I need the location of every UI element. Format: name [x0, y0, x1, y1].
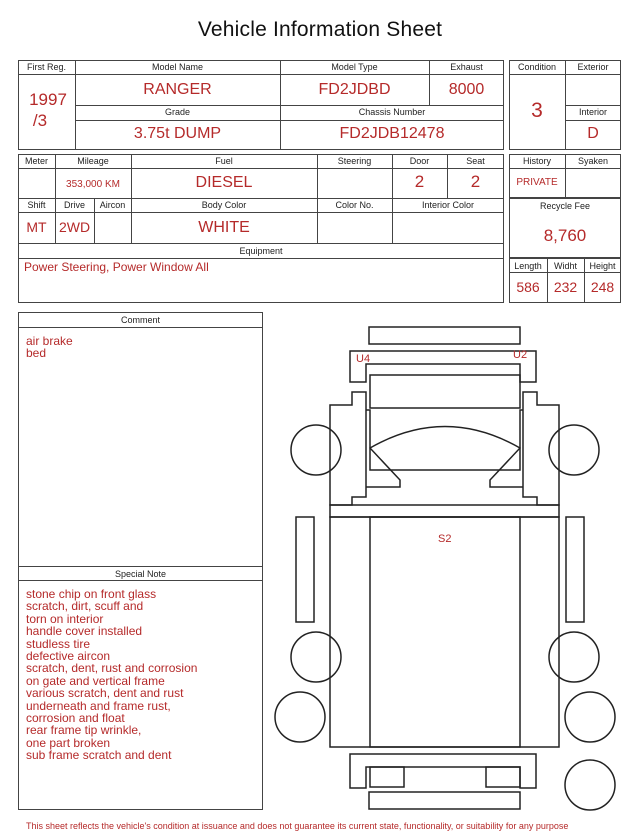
door-label: Door	[409, 156, 430, 166]
vehicle-condition-diagram	[268, 318, 640, 818]
cab-left-pillar	[366, 410, 400, 487]
cab-right-pillar	[490, 410, 523, 487]
interior-value: D	[587, 125, 599, 142]
rear-right-wheel-outer	[565, 692, 615, 742]
front-left-wheel	[291, 425, 341, 475]
exhaust-value: 8000	[448, 81, 485, 98]
special-note-line: torn on interior	[26, 611, 104, 626]
recycle-fee-value: 8,760	[543, 226, 587, 245]
mileage-value: 353,000 KM	[66, 179, 120, 190]
first-reg-year: 1997	[29, 90, 67, 109]
comment-line: bed	[26, 346, 47, 361]
left-side-box	[296, 517, 314, 622]
length-label: Length	[514, 261, 542, 271]
comment-line: air brake	[26, 334, 73, 348]
cab-right-side	[523, 392, 559, 505]
history-label: History	[522, 156, 551, 166]
chassis-label: Chassis Number	[358, 107, 426, 117]
meter-label: Meter	[24, 156, 48, 166]
door-value: 2	[414, 172, 425, 191]
shift-value: MT	[26, 219, 47, 235]
recycle-fee-label: Recycle Fee	[539, 201, 591, 211]
cab-left-side	[330, 392, 366, 505]
special-note-line: corrosion and float	[26, 711, 125, 726]
shift-label: Shift	[27, 200, 46, 210]
width-value: 232	[553, 279, 578, 295]
disclaimer-footer: This sheet reflects the vehicle's condition at issuance and does not guarantee its current state, functionality, or suitability for any purpose	[26, 821, 569, 831]
seat-label: Seat	[466, 156, 485, 166]
syaken-label: Syaken	[577, 156, 609, 166]
height-label: Height	[589, 261, 616, 271]
exhaust-label: Exhaust	[450, 62, 483, 72]
seat-value: 2	[470, 172, 481, 191]
special-note-line: scratch, dent, rust and corrosion	[26, 661, 198, 676]
condition-label: Condition	[517, 62, 557, 72]
steering-label: Steering	[337, 156, 372, 166]
rear-right-wheel-inner	[549, 632, 599, 682]
special-note-line: underneath and frame rust,	[26, 698, 171, 713]
special-note-label: Special Note	[114, 569, 167, 579]
model-type-value: FD2JDBD	[318, 81, 391, 98]
drive-value: 2WD	[58, 219, 91, 235]
rear-left-wheel-inner	[291, 632, 341, 682]
history-value: PRIVATE	[516, 177, 558, 188]
fuel-label: Fuel	[215, 156, 233, 166]
grade-label: Grade	[164, 107, 190, 117]
exterior-label: Exterior	[577, 62, 609, 72]
body-color-value: WHITE	[198, 219, 250, 236]
aircon-label: Aircon	[99, 200, 126, 210]
special-note-line: stone chip on front glass	[26, 587, 157, 601]
damage-mark-s2: S2	[438, 533, 452, 545]
model-name-value: RANGER	[143, 81, 212, 98]
length-value: 586	[516, 279, 540, 295]
chassis-value: FD2JDB12478	[339, 125, 445, 142]
page-title: Vehicle Information Sheet	[197, 18, 443, 41]
cab-roof	[330, 505, 559, 517]
special-note-line: handle cover installed	[26, 624, 143, 639]
rear-left-lamp	[370, 767, 404, 787]
front-bumper	[369, 327, 520, 344]
interior-label: Interior	[578, 107, 607, 117]
equipment-label: Equipment	[239, 246, 283, 256]
model-name-label: Model Name	[151, 62, 204, 72]
damage-mark-u4: U4	[356, 353, 371, 365]
special-note-line: sub frame scratch and dent	[26, 748, 172, 763]
comment-label: Comment	[120, 315, 160, 325]
special-note-line: various scratch, dent and rust	[26, 686, 184, 701]
rear-bumper	[369, 792, 520, 809]
special-note-line: defective aircon	[26, 649, 111, 664]
damage-mark-u2: U2	[513, 349, 528, 361]
first-reg-month: /3	[32, 111, 48, 130]
windshield	[370, 427, 520, 471]
comment-list	[26, 335, 73, 360]
special-note-line: one part broken	[26, 735, 111, 750]
interior-color-label: Interior Color	[421, 200, 475, 210]
fuel-value: DIESEL	[195, 174, 253, 191]
hood	[370, 375, 520, 408]
cargo-bed	[330, 517, 559, 747]
model-type-label: Model Type	[331, 62, 378, 72]
grade-value: 3.75t DUMP	[133, 125, 222, 142]
bed-floor	[370, 517, 520, 747]
mileage-label: Mileage	[77, 156, 109, 166]
special-note-line: studless tire	[26, 636, 91, 651]
rear-frame	[350, 754, 536, 788]
width-label: Widht	[553, 261, 577, 271]
body-color-label: Body Color	[201, 200, 247, 210]
color-no-label: Color No.	[335, 200, 374, 210]
front-grille	[350, 351, 536, 382]
special-note-line: rear frame tip wrinkle,	[26, 723, 142, 738]
height-value: 248	[590, 279, 615, 295]
rear-right-lamp	[486, 767, 520, 787]
right-side-box	[566, 517, 584, 622]
rear-left-wheel-outer	[275, 692, 325, 742]
spare-tire	[565, 760, 615, 810]
drive-label: Drive	[63, 200, 85, 210]
condition-value: 3	[531, 99, 543, 122]
first-reg-label: First Reg.	[26, 62, 66, 72]
special-note-line: on gate and vertical frame	[26, 673, 165, 688]
special-note-line: scratch, dirt, scuff and	[26, 599, 144, 614]
front-right-wheel	[549, 425, 599, 475]
special-note-list	[26, 588, 197, 762]
equipment-value: Power Steering, Power Window All	[24, 260, 209, 274]
